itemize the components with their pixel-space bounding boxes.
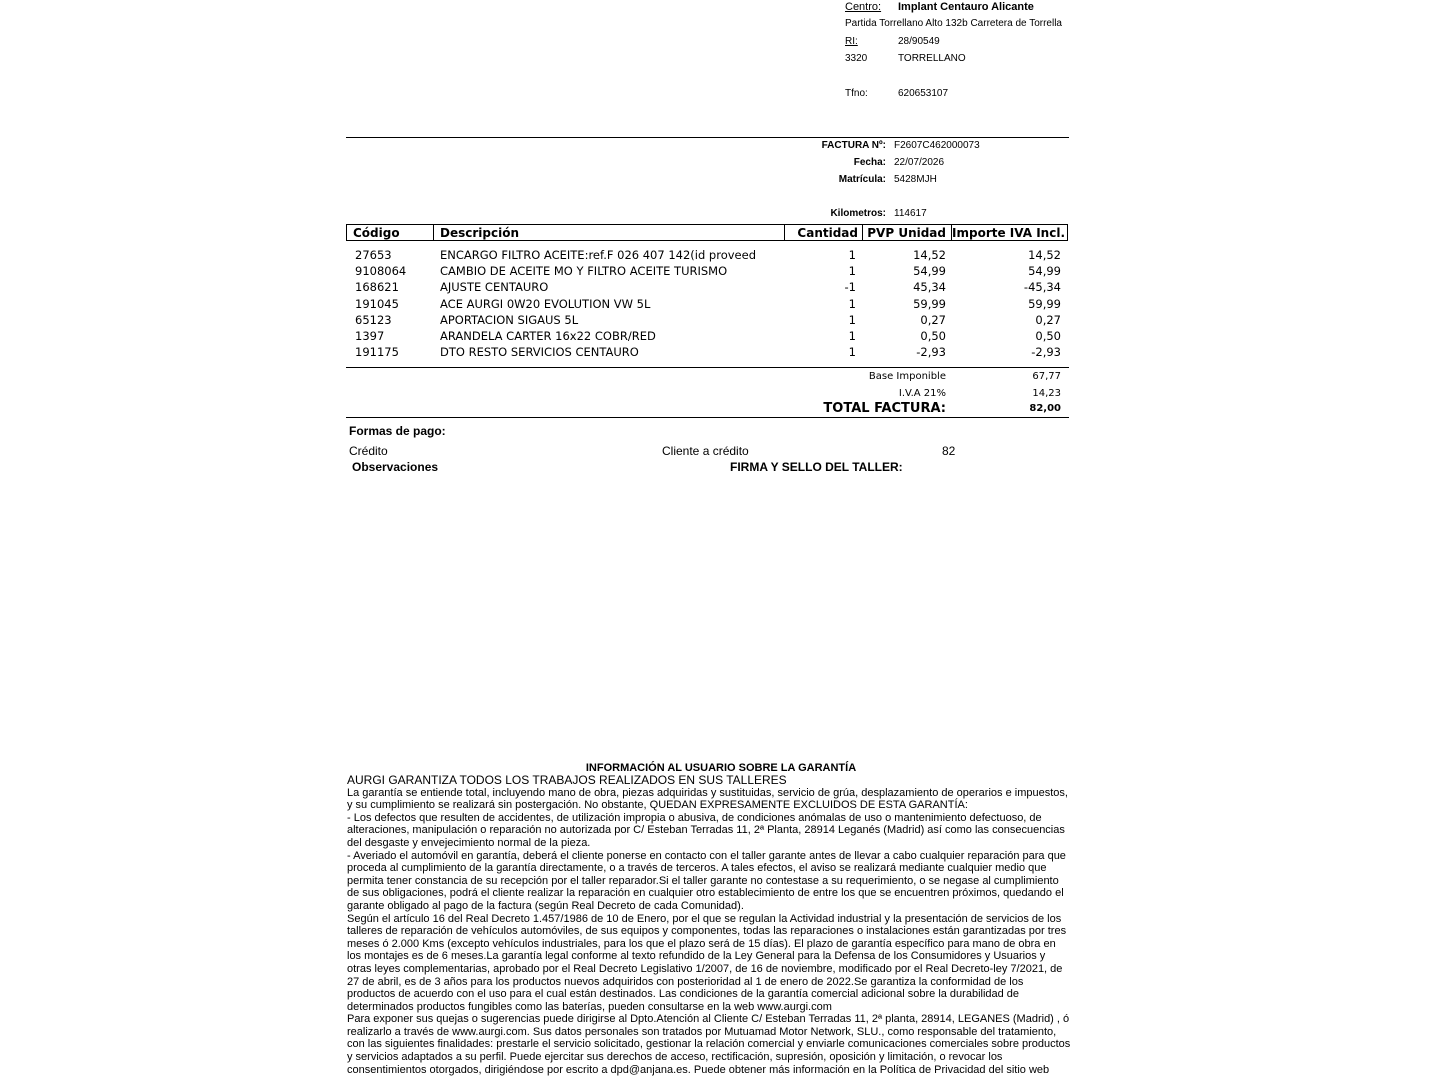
base-value: 67,77 [1032, 371, 1061, 382]
payment-method: Crédito [349, 444, 388, 458]
warranty-line: otras leyes complementarias, aprobado por el Real Decreto Legislativo 1/2007, de 16 de noviembre, modificado por el Real Decreto-ley 7/2021, de [347, 962, 1063, 975]
cell-code: 1397 [355, 329, 385, 343]
cell-total: 59,99 [1028, 297, 1061, 311]
warranty-line: garante obligado al pago de la factura (según Real Decreto de cada Comunidad). [347, 899, 744, 912]
warranty-line: y su cumplimiento se realizará sin postergación. No obstante, QUEDAN EXPRESAMENTE EXCLUIDOS DE ESTA GARANTÍA: [347, 799, 968, 812]
warranty-title: INFORMACIÓN AL USUARIO SOBRE LA GARANTÍA [585, 762, 857, 774]
table-row [346, 296, 1068, 312]
iva-value: 14,23 [1032, 388, 1061, 399]
km-value: 114617 [894, 208, 927, 219]
cell-description: DTO RESTO SERVICIOS CENTAURO [440, 345, 639, 359]
cell-code: 9108064 [355, 264, 407, 278]
header-divider [346, 137, 1069, 138]
plate-value: 5428MJH [894, 174, 937, 185]
cell-total: -45,34 [1023, 280, 1061, 294]
cell-total: 0,27 [1035, 313, 1061, 327]
warranty-line: y servicios adaptados a su perfil. Puede ejercitar sus derechos de acceso, rectificación, supresión, oposición y limitación, o revocar los [347, 1051, 1003, 1064]
warranty-line: AURGI GARANTIZA TODOS LOS TRABAJOS REALIZADOS EN SUS TALLERES [347, 773, 787, 787]
warranty-line: de sus obligaciones, podrá el cliente realizar la reparación en cualquier otro establecimiento de entre los que se encuentren próximos, quedando el [347, 887, 1064, 900]
city: TORRELLANO [898, 53, 966, 64]
cell-description: ENCARGO FILTRO ACEITE:ref.F 026 407 142(id proveed [440, 248, 756, 262]
cell-unit-price: 59,99 [913, 297, 946, 311]
warranty-line: 27 de abril, es de 3 años para los productos nuevos adquiridos con posterioridad al 1 de enero de 2022.Se garantiza la conformidad de los [347, 975, 1024, 988]
invoice-number-label: FACTURA Nº: [821, 140, 886, 151]
cell-unit-price: 0,27 [920, 313, 946, 327]
table-row [346, 328, 1068, 344]
total-value: 82,00 [1029, 403, 1061, 414]
cell-quantity: 1 [848, 345, 856, 359]
cell-total: -2,93 [1031, 345, 1061, 359]
warranty-line: alteraciones, manipulación o reparación no autorizada por C/ Esteban Terradas 11, 2ª Planta, 28914 Leganés (Madrid) así como las consecuencias [347, 824, 1065, 837]
ri-value: 28/90549 [898, 36, 940, 47]
km-label: Kilometros: [830, 208, 886, 219]
iva-label: I.V.A 21% [898, 388, 946, 399]
header-description: Descripción [433, 225, 784, 240]
signature-label: FIRMA Y SELLO DEL TALLER: [730, 460, 903, 474]
warranty-line: Para exponer sus quejas o sugerencias puede dirigirse al Dpto.Atención al Cliente C/ Esteban Terradas 11, 2ª planta, 28914, LEGANES (Madrid) , ó [347, 1013, 1070, 1026]
center-label: Centro: [845, 1, 882, 13]
total-label: TOTAL FACTURA: [823, 401, 946, 416]
cell-unit-price: -2,93 [916, 345, 946, 359]
cell-total: 14,52 [1028, 248, 1061, 262]
cell-unit-price: 54,99 [913, 264, 946, 278]
cell-unit-price: 0,50 [920, 329, 946, 343]
cell-code: 191045 [355, 297, 399, 311]
postal-code: 3320 [845, 53, 868, 64]
invoice-date-label: Fecha: [853, 157, 886, 168]
ri-label: RI: [845, 36, 858, 47]
invoice-number: F2607C462000073 [894, 140, 980, 151]
cell-total: 54,99 [1028, 264, 1061, 278]
warranty-line: determinados productos fungibles como las baterías, pueden consultarse en la web www.aurgi.com [347, 1000, 832, 1013]
payment-type: Cliente a crédito [662, 444, 749, 458]
cell-quantity: 1 [848, 264, 856, 278]
cell-unit-price: 45,34 [913, 280, 946, 294]
warranty-line: Según el artículo 16 del Real Decreto 1.457/1986 de 10 de Enero, por el que se regulan la Actividad industrial y la presentación de servicios de los [347, 912, 1062, 925]
base-label: Base Imponible [868, 371, 946, 382]
cell-quantity: 1 [848, 248, 856, 262]
plate-label: Matrícula: [838, 174, 886, 185]
warranty-line: talleres de reparación de vehículos automóviles, de sus equipos y componentes, todas las reparaciones o instalaciones están garantizadas por tres [347, 925, 1067, 938]
warranty-line: - Los defectos que resulten de accidentes, de utilización impropia o abusiva, de condiciones anómalas de uso o mantenimiento defectuoso, de [347, 811, 1042, 824]
table-header [346, 224, 1068, 241]
header-code: Código [353, 226, 400, 240]
payment-label: Formas de pago: [349, 424, 446, 438]
center-address: Partida Torrellano Alto 132b Carretera de Torrella [845, 18, 1062, 29]
cell-code: 168621 [355, 280, 399, 294]
header-unit-price: PVP Unidad [862, 225, 951, 240]
invoice-date: 22/07/2026 [894, 157, 945, 168]
warranty-line: con las siguientes finalidades: prestarle el servicio solicitado, gestionar la relación comercial y enviarle comunicaciones comerciales sobre productos [347, 1038, 1071, 1051]
cell-code: 27653 [355, 248, 392, 262]
center-name: Implant Centauro Alicante [898, 1, 1034, 13]
phone-value: 620653107 [898, 88, 949, 99]
cell-code: 65123 [355, 313, 392, 327]
warranty-line: La garantía se entiende total, incluyendo mano de obra, piezas adquiridas y sustituidas, servicio de grúa, desplazamiento de operarios e impuestos, [347, 786, 1068, 799]
cell-quantity: -1 [844, 280, 856, 294]
table-row [346, 263, 1068, 279]
phone-label: Tfno: [845, 88, 868, 99]
warranty-line: - Averiado el automóvil en garantía, deberá el cliente ponerse en contacto con el taller garante antes de llevar a cabo cualquier reparación para que [347, 849, 1066, 862]
warranty-text [347, 774, 1070, 1076]
cell-description: ARANDELA CARTER 16x22 COBR/RED [440, 329, 656, 343]
totals-divider [346, 417, 1069, 418]
cell-description: ACE AURGI 0W20 EVOLUTION VW 5L [440, 297, 651, 311]
header-quantity: Cantidad [784, 225, 862, 240]
cell-description: APORTACION SIGAUS 5L [440, 313, 579, 327]
warranty-line: meses ó 2.000 Kms (excepto vehículos industriales, para los que el plazo será de 15 días). El plazo de garantía específico para mano de obra en [347, 937, 1056, 950]
table-row [346, 344, 1068, 360]
warranty-line: realizarlo a través de www.aurgi.com. Sus datos personales son tratados por Mutuamad Motor Network, SLU., como responsable del tratamiento, [347, 1025, 1057, 1038]
warranty-line: proceda al cumplimiento de la garantía directamente, o a través de terceros. A tales efectos, el aviso se realizará mediante cualquier medio que [347, 862, 1047, 875]
warranty-line: productos de acuerdo con el uso para el cual están destinados. Las condiciones de la garantía comercial adicional sobre la durabilidad de [347, 988, 1020, 1001]
warranty-line: los montajes es de 6 meses.La garantía legal conforme al texto refundido de la Ley General para la Defensa de los Consumidores y Usuarios y [347, 950, 1046, 963]
cell-description: CAMBIO DE ACEITE MO Y FILTRO ACEITE TURISMO [440, 264, 728, 278]
cell-code: 191175 [355, 345, 399, 359]
cell-quantity: 1 [848, 329, 856, 343]
table-row [346, 247, 1068, 263]
observations-label: Observaciones [352, 460, 439, 474]
table-bottom-divider [346, 367, 1069, 368]
table-row [346, 312, 1068, 328]
cell-unit-price: 14,52 [913, 248, 946, 262]
warranty-line: permita tener constancia de su recepción por el taller reparador.Si el taller garante no contestase a su requerimiento, o se negase al cumplimiento [347, 874, 1059, 887]
cell-total: 0,50 [1035, 329, 1061, 343]
cell-quantity: 1 [848, 297, 856, 311]
table-row [346, 279, 1068, 295]
header-total: Importe IVA Incl. [952, 226, 1065, 240]
warranty-line: del desgaste y envejecimiento normal de la pieza. [347, 836, 591, 849]
cell-description: AJUSTE CENTAURO [440, 280, 549, 294]
warranty-line: consentimientos otorgados, dirigiéndose por escrito a dpd@anjana.es. Puede obtener más información en la Política de Privacidad del sitio web [347, 1063, 1050, 1076]
payment-amount: 82 [942, 444, 956, 458]
cell-quantity: 1 [848, 313, 856, 327]
